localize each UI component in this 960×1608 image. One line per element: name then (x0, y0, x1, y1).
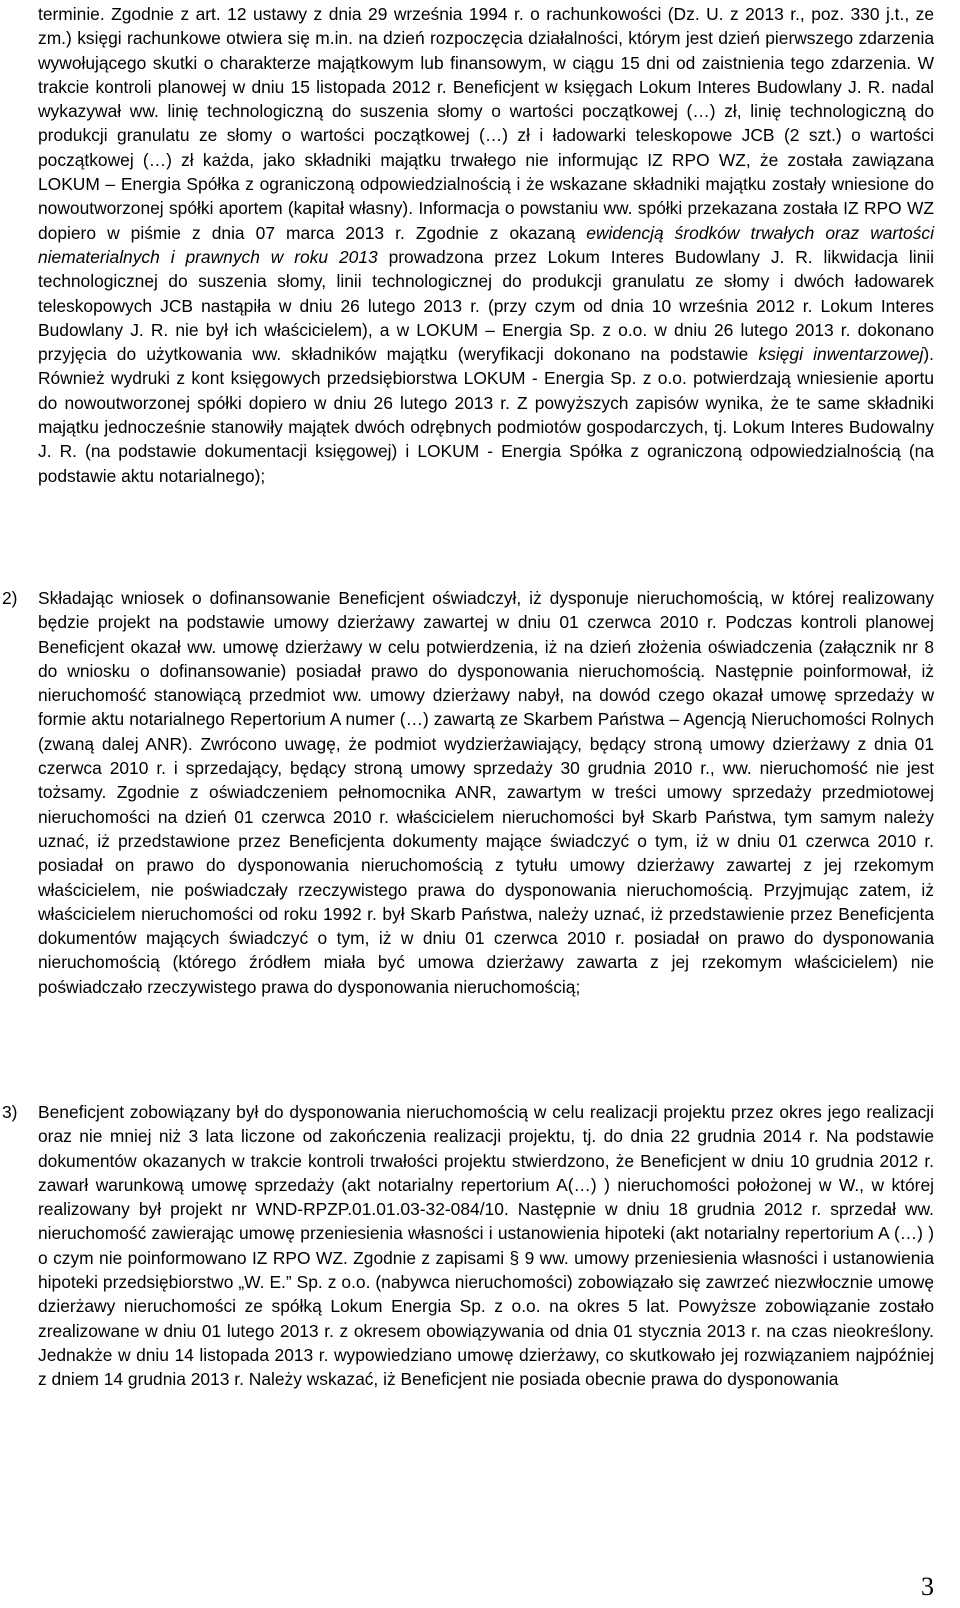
list-item-number: 3) (2, 1102, 18, 1122)
list-item-body (38, 586, 934, 999)
list-item-text: Składając wniosek o dofinansowanie Beneficjent oświadczył, iż dysponuje nieruchomością, w której realizowany będzie projekt na podstawie umowy dzierżawy zawartej w dniu 01 czerwca 2010 r. Podczas kontroli planowej Beneficjent okazał ww. umowę dzierżawy w celu potwierdzenia, iż na dzień złożenia oświadczenia (załącznik nr 8 do wniosku o dofinansowanie) posiadał prawo do dysponowania nieruchomością. Następnie poinformował, iż nieruchomość stanowiącą przedmiot ww. umowy dzierżawy nabył, na dowód czego okazał umowę sprzedaży w formie aktu notarialnego Repertorium A numer (…) zawartą ze Skarbem Państwa – Agencją Nieruchomości Rolnych (zwaną dalej ANR). Zwrócono uwagę, że podmiot wydzierżawiający, będący stroną umowy dzierżawy z dnia 01 czerwca 2010 r. i sprzedający, będący stroną umowy sprzedaży 30 grudnia 2010 r., ww. nieruchomość nie jest tożsamy. Zgodnie z oświadczeniem pełnomocnika ANR, zawartym w treści umowy sprzedaży przedmiotowej nieruchomości na dzień 01 czerwca 2010 r. właścicielem nieruchomości był Skarb Państwa, tym samym należy uznać, iż przedstawione przez Beneficjenta dokumenty mające świadczyć o tym, iż w dniu 01 czerwca 2010 r. posiadał on prawo do dysponowania nieruchomością z tytułu umowy dzierżawy zawartej z jej rzekomym właścicielem, nie poświadczały rzeczywistego prawa do dysponowania nieruchomością. Przyjmując zatem, iż właścicielem nieruchomości od roku 1992 r. był Skarb Państwa, należy uznać, iż przedstawienie przez Beneficjenta dokumentów mających świadczyć o tym, iż w dniu 01 czerwca 2010 r. posiadał on prawo do dysponowania nieruchomością (którego źródłem miała być umowa dzierżawy zawarta z jej rzekomym właścicielem) nie poświadczało rzeczywistego prawa do dysponowania nieruchomością; (38, 588, 934, 997)
page-number: 3 (921, 1572, 934, 1601)
intro-text (38, 2, 934, 488)
list-item-number: 2) (2, 588, 18, 608)
intro-text-part-1: terminie. Zgodnie z art. 12 ustawy z dnia 29 września 1994 r. o rachunkowości (Dz. U. z 2013 r., poz. 330 j.t., ze zm.) księgi rachunkowe otwiera się m.in. na dzień rozpoczęcia działalności, którym jest dzień pierwszego zdarzenia wywołującego skutki o charakterze majątkowym lub finansowym, w ciągu 15 dni od zaistnienia tego zdarzenia. W trakcie kontroli planowej w dniu 15 listopada 2012 r. Beneficjent w księgach Lokum Interes Budowlany J. R. nadal wykazywał ww. linię technologiczną do suszenia słomy o wartości początkowej (…) zł, linię technologiczną do produkcji granulatu ze słomy o wartości początkowej (…) zł i ładowarki teleskopowe JCB (2 szt.) o wartości początkowej (…) zł każda, jako składniki majątku trwałego nie informując IZ RPO WZ, że została zawiązana LOKUM – Energia Spółka z ograniczoną odpowiedzialnością i że wskazane składniki majątku zostały wniesione do nowoutworzonej spółki aportem (kapitał własny). Informacja o powstaniu ww. spółki przekazana została IZ RPO WZ dopiero w piśmie z dnia 07 marca 2013 r. Zgodnie z okazaną (38, 4, 934, 243)
intro-emphasis-1: ewidencją środków trwałych oraz wartości niematerialnych i prawnych w roku 2013 (38, 222, 934, 267)
list-item-body (38, 1100, 934, 1392)
intro-paragraph (38, 2, 934, 488)
intro-text-part-3: ). Również wydruki z kont księgowych przedsiębiorstwa LOKUM - Energia Sp. z o.o. potwierdzają wniesienie aportu do nowoutworzonej spółki dopiero w dniu 26 lutego 2013 r. Z powyższych zapisów wynika, że te same składniki majątku jednocześnie stanowiły majątek dwóch odrębnych podmiotów gospodarczych, tj. Lokum Interes Budowalny J. R. (na podstawie dokumentacji księgowej) i LOKUM - Energia Spółka z ograniczoną odpowiedzialnością (na podstawie aktu notarialnego); (38, 344, 934, 486)
intro-text-part-2: prowadzona przez Lokum Interes Budowlany J. R. likwidacja linii technologicznej do suszenia słomy, linii technologicznej do produkcji granulatu ze słomy i dwóch ładowarek teleskopowych JCB nastąpiła w dniu 26 lutego 2013 r. (przy czym od dnia 10 września 2012 r. Lokum Interes Budowlany J. R. nie był ich właścicielem), a w LOKUM – Energia Sp. z o.o. w dniu 26 lutego 2013 r. dokonano przyjęcia do użytkowania ww. składników majątku (weryfikacji dokonano na podstawie (38, 246, 934, 365)
list-item-text: Beneficjent zobowiązany był do dysponowania nieruchomością w celu realizacji projektu przez okres jego realizacji oraz nie mniej niż 3 lata liczone od zakończenia realizacji projektu, tj. do dnia 22 grudnia 2014 r. Na podstawie dokumentów okazanych w trakcie kontroli trwałości projektu stwierdzono, że Beneficjent w dniu 10 grudnia 2012 r. zawarł warunkową umowę sprzedaży (akt notarialny repertorium A(…) ) nieruchomości położonej w W., w której realizowany był projekt nr WND-RPZP.01.01.03-32-084/10. Następnie w dniu 18 grudnia 2012 r. sprzedał ww. nieruchomość zawierając umowę przeniesienia własności i ustanowienia hipoteki (akt notarialny repertorium A (…) ) o czym nie poinformowano IZ RPO WZ. Zgodnie z zapisami § 9 ww. umowy przeniesienia własności i ustanowienia hipoteki przedsiębiorstwo „W. E.” Sp. z o.o. (nabywca nieruchomości) zobowiązało się zawrzeć niezwłocznie umowę dzierżawy nieruchomości ze spółką Lokum Energia Sp. z o.o. na okres 5 lat. Powyższe zobowiązanie zostało zrealizowane w dniu 01 lutego 2013 r. z okresem obowiązywania od dnia 01 stycznia 2013 r. na czas nieokreślony. Jednakże w dniu 14 listopada 2013 r. wypowiedziano umowę dzierżawy, co skutkowało jej rozwiązaniem najpóźniej z dniem 14 grudnia 2013 r. Należy wskazać, iż Beneficjent nie posiada obecnie prawa do dysponowania (38, 1102, 934, 1390)
intro-emphasis-2: księgi inwentarzowej (758, 344, 924, 365)
